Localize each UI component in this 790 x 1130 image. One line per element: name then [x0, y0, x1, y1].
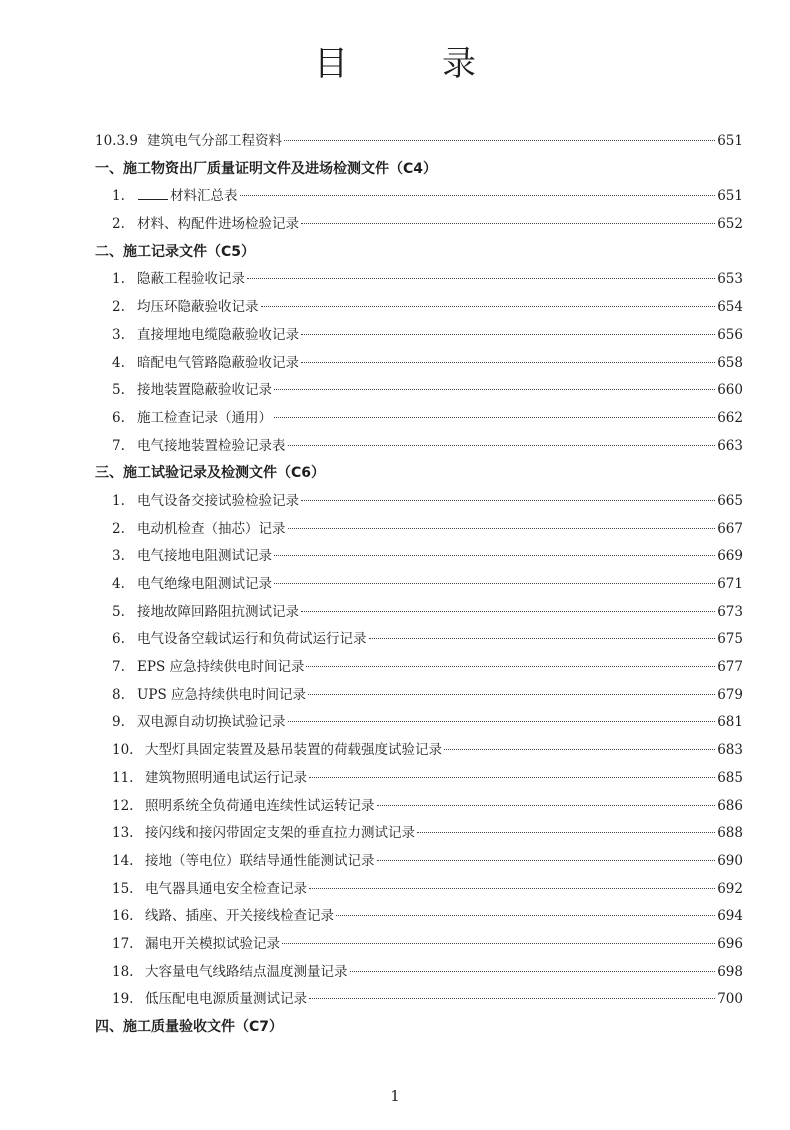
entry-label: 大型灯具固定装置及悬吊装置的荷载强度试验记录	[145, 742, 442, 759]
toc-section-heading	[95, 156, 743, 184]
entry-number: 2.	[112, 299, 125, 316]
toc-entry	[95, 516, 743, 544]
entry-number: 5.	[112, 382, 125, 399]
entry-label: 照明系统全负荷通电连续性试运转记录	[145, 797, 375, 814]
dot-leader	[288, 528, 716, 529]
entry-page-number: 673	[717, 603, 743, 620]
entry-number: 1.	[112, 492, 125, 509]
toc-section-heading	[95, 239, 743, 267]
entry-label: 暗配电气管路隐蔽验收记录	[137, 354, 299, 371]
dot-leader	[301, 334, 715, 335]
dot-leader	[309, 777, 715, 778]
entry-number: 7.	[112, 659, 125, 676]
entry-number: 4.	[112, 576, 125, 592]
entry-page-number: 686	[717, 797, 743, 814]
entry-page-number: 654	[717, 299, 743, 316]
entry-page-number: 694	[717, 908, 743, 925]
dot-leader	[288, 721, 716, 722]
entry-page-number: 651	[717, 188, 743, 205]
entry-number: 4.	[112, 354, 125, 371]
dot-leader	[301, 611, 715, 612]
entry-label: 接地装置隐蔽验收记录	[137, 382, 272, 399]
entry-page-number: 669	[717, 548, 743, 565]
entry-page-number: 662	[717, 409, 743, 426]
toc-entry	[95, 737, 743, 765]
toc-entry	[95, 266, 743, 294]
entry-number: 1.	[112, 271, 125, 288]
entry-page-number: 677	[717, 659, 743, 676]
entry-label: UPS 应急持续供电时间记录	[137, 686, 307, 703]
entry-label: 接地故障回路阻抗测试记录	[137, 603, 299, 620]
entry-label: 电气接地装置检验记录表	[137, 437, 286, 454]
dot-leader	[350, 971, 716, 972]
entry-label: 材料汇总表	[170, 188, 238, 205]
section-label: 三、施工试验记录及检测文件（C6）	[95, 465, 326, 482]
entry-page-number: 692	[717, 880, 743, 897]
toc-section-heading	[95, 460, 743, 488]
entry-number: 9.	[112, 714, 125, 731]
dot-leader	[309, 888, 715, 889]
entry-page-number: 688	[717, 825, 743, 842]
entry-number: 10.3.9	[95, 133, 138, 149]
page-title: 目 录	[314, 44, 506, 84]
entry-number: 10.	[112, 742, 134, 759]
entry-number: 11.	[112, 769, 134, 786]
toc-entry	[95, 848, 743, 876]
toc-entry	[95, 488, 743, 516]
toc-entry	[95, 599, 743, 627]
toc-entry	[95, 654, 743, 682]
toc-entry	[95, 294, 743, 322]
toc-entry	[95, 793, 743, 821]
entry-label: 双电源自动切换试验记录	[137, 714, 286, 731]
entry-label: 漏电开关模拟试验记录	[145, 935, 280, 952]
dot-leader	[301, 223, 715, 224]
section-label: 二、施工记录文件（C5）	[95, 243, 256, 260]
entry-page-number: 696	[717, 935, 743, 952]
dot-leader	[282, 943, 715, 944]
toc-entry	[95, 211, 743, 239]
entry-number: 2.	[112, 520, 125, 537]
entry-label: 电动机检查（抽芯）记录	[137, 520, 286, 537]
dot-leader	[377, 860, 716, 861]
dot-leader	[308, 694, 715, 695]
toc-entry	[95, 350, 743, 378]
entry-number: 18.	[112, 963, 134, 980]
entry-page-number: 667	[717, 520, 743, 537]
dot-leader	[288, 445, 716, 446]
dot-leader	[417, 832, 715, 833]
entry-number: 7.	[112, 437, 125, 454]
entry-page-number: 663	[717, 437, 743, 454]
toc-entry	[95, 626, 743, 654]
entry-page-number: 660	[717, 382, 743, 399]
entry-label: 直接埋地电缆隐蔽验收记录	[137, 326, 299, 343]
entry-page-number: 658	[717, 354, 743, 371]
table-of-contents	[95, 128, 743, 1042]
entry-label: 电气设备空载试运行和负荷试运行记录	[137, 631, 367, 648]
entry-number: 5.	[112, 603, 125, 620]
dot-leader	[309, 998, 715, 999]
entry-label: 电气绝缘电阻测试记录	[137, 576, 272, 592]
toc-entry	[95, 903, 743, 931]
entry-label: EPS 应急持续供电时间记录	[137, 659, 305, 676]
dot-leader	[274, 417, 715, 418]
toc-entry	[95, 959, 743, 987]
entry-page-number: 685	[717, 769, 743, 786]
entry-page-number: 675	[717, 631, 743, 648]
toc-entry	[95, 931, 743, 959]
dot-leader	[274, 583, 715, 584]
entry-page-number: 679	[717, 686, 743, 703]
entry-label: 施工检查记录（通用）	[137, 409, 272, 426]
entry-page-number: 698	[717, 963, 743, 980]
entry-page-number: 700	[717, 991, 743, 1008]
entry-number: 13.	[112, 825, 134, 842]
toc-entry	[95, 876, 743, 904]
toc-entry	[95, 571, 743, 599]
entry-number: 1.	[112, 188, 125, 205]
entry-label: 建筑电气分部工程资料	[147, 133, 282, 149]
page-number: 1	[390, 1087, 400, 1105]
fill-in-blank	[138, 186, 168, 200]
entry-label: 电气设备交接试验检验记录	[137, 492, 299, 509]
entry-page-number: 671	[717, 576, 743, 592]
toc-entry	[95, 377, 743, 405]
entry-page-number: 683	[717, 742, 743, 759]
dot-leader	[369, 638, 716, 639]
entry-number: 6.	[112, 409, 125, 426]
dot-leader	[274, 555, 715, 556]
entry-number: 3.	[112, 548, 125, 565]
entry-label: 线路、插座、开关接线检查记录	[145, 908, 334, 925]
dot-leader	[284, 140, 715, 141]
dot-leader	[301, 362, 715, 363]
entry-page-number: 653	[717, 271, 743, 288]
toc-entry	[95, 986, 743, 1014]
toc-entry	[95, 128, 743, 156]
entry-number: 6.	[112, 631, 125, 648]
dot-leader	[240, 195, 716, 196]
entry-label: 电气接地电阻测试记录	[137, 548, 272, 565]
toc-entry	[95, 820, 743, 848]
dot-leader	[377, 805, 716, 806]
entry-label: 接闪线和接闪带固定支架的垂直拉力测试记录	[145, 825, 415, 842]
entry-number: 12.	[112, 797, 134, 814]
toc-entry	[95, 543, 743, 571]
dot-leader	[274, 389, 715, 390]
entry-label: 均压环隐蔽验收记录	[137, 299, 259, 316]
toc-entry	[95, 709, 743, 737]
entry-number: 15.	[112, 880, 134, 897]
dot-leader	[301, 500, 715, 501]
entry-label: 电气器具通电安全检查记录	[145, 880, 307, 897]
entry-number: 16.	[112, 908, 134, 925]
toc-entry	[95, 433, 743, 461]
entry-page-number: 651	[717, 133, 743, 149]
toc-entry	[95, 765, 743, 793]
dot-leader	[247, 278, 715, 279]
toc-entry	[95, 682, 743, 710]
dot-leader	[444, 749, 715, 750]
entry-number: 8.	[112, 686, 125, 703]
entry-label: 材料、构配件进场检验记录	[137, 216, 299, 233]
entry-number: 2.	[112, 216, 125, 233]
toc-section-heading	[95, 1014, 743, 1042]
dot-leader	[261, 306, 716, 307]
entry-number: 17.	[112, 935, 134, 952]
entry-page-number: 665	[717, 492, 743, 509]
dot-leader	[336, 915, 715, 916]
section-label: 一、施工物资出厂质量证明文件及进场检测文件（C4）	[95, 160, 438, 177]
entry-page-number: 652	[717, 216, 743, 233]
entry-label: 低压配电电源质量测试记录	[145, 991, 307, 1008]
entry-page-number: 681	[717, 714, 743, 731]
entry-label: 接地（等电位）联结导通性能测试记录	[145, 852, 375, 869]
entry-label: 隐蔽工程验收记录	[137, 271, 245, 288]
toc-entry	[95, 322, 743, 350]
entry-label: 大容量电气线路结点温度测量记录	[145, 963, 348, 980]
entry-page-number: 656	[717, 326, 743, 343]
entry-number: 19.	[112, 991, 134, 1008]
entry-page-number: 690	[717, 852, 743, 869]
entry-label: 建筑物照明通电试运行记录	[145, 769, 307, 786]
entry-number: 14.	[112, 852, 134, 869]
dot-leader	[306, 666, 715, 667]
entry-number: 3.	[112, 326, 125, 343]
toc-entry	[95, 405, 743, 433]
section-label: 四、施工质量验收文件（C7）	[95, 1019, 284, 1035]
toc-entry	[95, 183, 743, 211]
